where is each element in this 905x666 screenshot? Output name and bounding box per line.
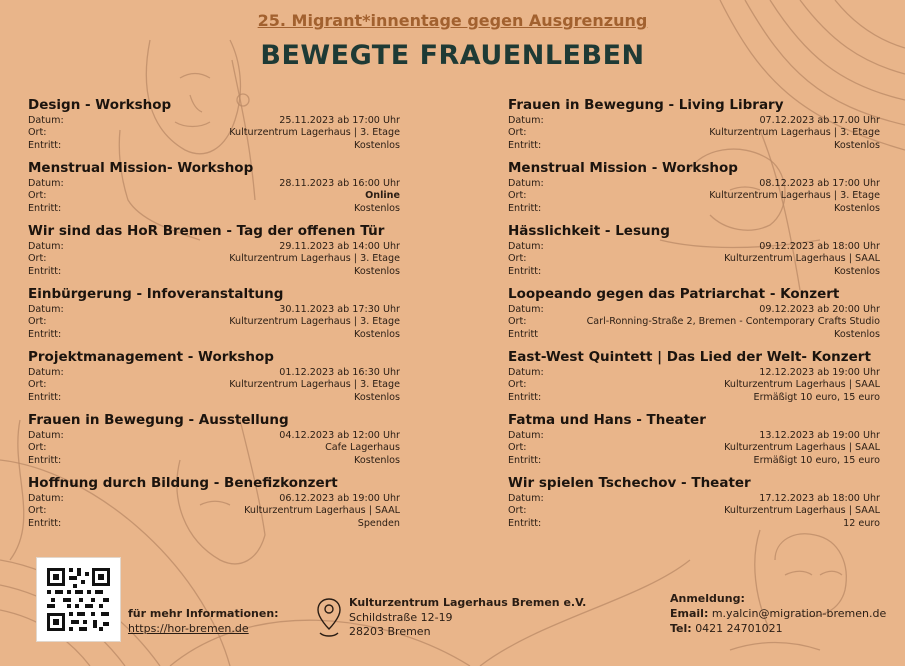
event-date-row	[28, 430, 400, 442]
venue-address	[349, 596, 586, 640]
event-date-value: 12.12.2023 ab 19:00 Uhr	[759, 367, 880, 378]
event-admission-label: Entritt:	[28, 454, 62, 466]
event-title: Hässlichkeit - Lesung	[508, 223, 670, 239]
event-location-value: Kulturzentrum Lagerhaus | SAAL	[724, 379, 880, 391]
left-event-column	[28, 96, 400, 537]
event-title: East-West Quintett | Das Lied der Welt- Konzert	[508, 349, 871, 365]
event-location-row	[28, 127, 400, 139]
tel-label: Tel:	[670, 622, 692, 635]
event-admission-label: Entritt:	[508, 202, 542, 214]
event-item	[508, 222, 880, 285]
event-date-label: Datum:	[508, 430, 544, 441]
event-admission-label: Entritt	[508, 328, 539, 340]
event-admission-row	[508, 455, 880, 467]
event-admission-value: Kostenlos	[354, 391, 400, 403]
event-admission-value: Kostenlos	[354, 328, 400, 340]
event-item	[28, 348, 400, 411]
phone-number[interactable]: 0421 24701021	[695, 622, 783, 635]
event-location-row	[508, 127, 880, 139]
event-admission-row	[28, 266, 400, 278]
event-date-row	[28, 367, 400, 379]
event-date-label: Datum:	[508, 367, 544, 378]
event-date-label: Datum:	[28, 367, 64, 378]
event-item	[508, 96, 880, 159]
event-item	[28, 159, 400, 222]
event-admission-row	[508, 266, 880, 278]
event-location-row	[508, 253, 880, 265]
event-location-row	[28, 253, 400, 265]
event-admission-label: Entritt:	[28, 391, 62, 403]
qr-code[interactable]	[36, 557, 121, 642]
qr-code-icon	[37, 558, 120, 641]
event-location-row	[28, 379, 400, 391]
event-location-label: Ort:	[508, 253, 527, 265]
event-date-value: 04.12.2023 ab 12:00 Uhr	[279, 430, 400, 441]
event-title: Loopeando gegen das Patriarchat - Konzert	[508, 286, 840, 302]
event-title: Frauen in Bewegung - Living Library	[508, 97, 784, 113]
event-item	[28, 96, 400, 159]
event-location-label: Ort:	[28, 379, 47, 391]
event-date-label: Datum:	[28, 115, 64, 126]
event-location-value: Kulturzentrum Lagerhaus | SAAL	[724, 253, 880, 265]
event-location-value: Kulturzentrum Lagerhaus | SAAL	[244, 505, 400, 517]
event-date-label: Datum:	[508, 304, 544, 315]
email-label: Email:	[670, 607, 709, 620]
event-admission-label: Entritt:	[28, 265, 62, 277]
event-admission-row	[28, 455, 400, 467]
event-date-row	[508, 115, 880, 127]
event-location-label: Ort:	[508, 442, 527, 454]
event-item	[28, 222, 400, 285]
event-title: Frauen in Bewegung - Ausstellung	[28, 412, 289, 428]
event-date-row	[28, 178, 400, 190]
event-date-value: 01.12.2023 ab 16:30 Uhr	[279, 367, 400, 378]
email-link[interactable]: m.yalcin@migration-bremen.de	[711, 607, 887, 620]
event-admission-label: Entritt:	[28, 328, 62, 340]
event-date-label: Datum:	[508, 178, 544, 189]
event-location-label: Ort:	[28, 442, 47, 454]
event-date-value: 07.12.2023 ab 17.00 Uhr	[759, 115, 880, 126]
event-title: Projektmanagement - Workshop	[28, 349, 274, 365]
event-location-row	[508, 379, 880, 391]
event-title: Menstrual Mission- Workshop	[28, 160, 254, 176]
event-item	[28, 474, 400, 537]
event-admission-label: Entritt:	[508, 517, 542, 529]
event-date-row	[508, 430, 880, 442]
event-location-label: Ort:	[28, 253, 47, 265]
event-admission-label: Entritt:	[508, 391, 542, 403]
venue-city: 28203 Bremen	[349, 625, 431, 638]
event-item	[508, 348, 880, 411]
event-admission-label: Entritt:	[28, 202, 62, 214]
event-location-label: Ort:	[508, 379, 527, 391]
event-location-label: Ort:	[28, 316, 47, 328]
event-item	[508, 159, 880, 222]
event-location-label: Ort:	[508, 190, 527, 202]
event-date-value: 09.12.2023 ab 18:00 Uhr	[759, 241, 880, 252]
event-date-row	[508, 241, 880, 253]
event-location-value: Kulturzentrum Lagerhaus | 3. Etage	[229, 127, 400, 139]
event-admission-value: 12 euro	[843, 517, 880, 529]
event-date-label: Datum:	[28, 304, 64, 315]
event-location-label: Ort:	[28, 190, 47, 202]
page-title: BEWEGTE FRAUENLEBEN	[260, 40, 645, 71]
event-date-value: 17.12.2023 ab 18:00 Uhr	[759, 493, 880, 504]
location-pin-icon	[316, 597, 342, 639]
event-title: Wir spielen Tschechov - Theater	[508, 475, 751, 491]
event-item	[508, 474, 880, 537]
event-location-value: Kulturzentrum Lagerhaus | 3. Etage	[709, 127, 880, 139]
more-info-label: für mehr Informationen:	[128, 607, 279, 620]
event-item	[508, 285, 880, 348]
event-admission-value: Ermäßigt 10 euro, 15 euro	[753, 391, 880, 403]
event-date-label: Datum:	[28, 241, 64, 252]
event-admission-label: Entritt:	[508, 454, 542, 466]
event-date-label: Datum:	[28, 430, 64, 441]
event-title: Hoffnung durch Bildung - Benefizkonzert	[28, 475, 338, 491]
event-admission-row	[28, 392, 400, 404]
event-location-label: Ort:	[508, 316, 527, 328]
event-admission-value: Kostenlos	[354, 139, 400, 151]
event-location-label: Ort:	[28, 127, 47, 139]
event-date-row	[28, 115, 400, 127]
event-admission-value: Kostenlos	[834, 265, 880, 277]
event-date-label: Datum:	[508, 493, 544, 504]
event-location-row	[28, 316, 400, 328]
website-link[interactable]: https://hor-bremen.de	[128, 622, 249, 635]
right-event-column	[508, 96, 880, 537]
event-location-value: Kulturzentrum Lagerhaus | SAAL	[724, 505, 880, 517]
event-date-value: 13.12.2023 ab 19:00 Uhr	[759, 430, 880, 441]
event-location-row	[508, 505, 880, 517]
event-date-row	[508, 304, 880, 316]
registration-contact	[670, 591, 886, 636]
event-date-label: Datum:	[28, 178, 64, 189]
event-admission-label: Entritt:	[508, 139, 542, 151]
event-title: Wir sind das HoR Bremen - Tag der offenen Tür	[28, 223, 385, 239]
event-admission-row	[28, 518, 400, 530]
event-title: Menstrual Mission - Workshop	[508, 160, 738, 176]
event-admission-row	[28, 329, 400, 341]
event-title: Fatma und Hans - Theater	[508, 412, 706, 428]
event-date-value: 29.11.2023 ab 14:00 Uhr	[279, 241, 400, 252]
event-admission-label: Entritt:	[28, 139, 62, 151]
top-title: 25. Migrant*innentage gegen Ausgrenzung	[257, 11, 648, 30]
event-title: Design - Workshop	[28, 97, 172, 113]
event-admission-row	[508, 140, 880, 152]
event-location-label: Ort:	[508, 127, 527, 139]
event-item	[28, 285, 400, 348]
event-location-label: Ort:	[28, 505, 47, 517]
event-location-value: Kulturzentrum Lagerhaus | 3. Etage	[709, 190, 880, 202]
event-admission-value: Kostenlos	[354, 265, 400, 277]
event-date-label: Datum:	[508, 241, 544, 252]
event-admission-row	[508, 203, 880, 215]
event-admission-row	[508, 329, 880, 341]
event-location-row	[28, 190, 400, 202]
event-date-value: 28.11.2023 ab 16:00 Uhr	[279, 178, 400, 189]
event-date-row	[508, 367, 880, 379]
venue-name: Kulturzentrum Lagerhaus Bremen e.V.	[349, 596, 587, 609]
event-location-row	[508, 316, 880, 328]
event-admission-label: Entritt:	[508, 265, 542, 277]
event-admission-value: Kostenlos	[354, 202, 400, 214]
event-location-label: Ort:	[508, 505, 527, 517]
event-location-value: Kulturzentrum Lagerhaus | 3. Etage	[229, 253, 400, 265]
event-admission-value: Kostenlos	[834, 202, 880, 214]
event-admission-value: Kostenlos	[354, 454, 400, 466]
event-admission-label: Entritt:	[28, 517, 62, 529]
event-location-row	[508, 190, 880, 202]
event-date-label: Datum:	[508, 115, 544, 126]
event-date-value: 06.12.2023 ab 19:00 Uhr	[279, 493, 400, 504]
event-date-value: 09.12.2023 ab 20:00 Uhr	[759, 304, 880, 315]
event-location-value: Kulturzentrum Lagerhaus | SAAL	[724, 442, 880, 454]
event-date-row	[28, 304, 400, 316]
event-date-label: Datum:	[28, 493, 64, 504]
event-item	[28, 411, 400, 474]
event-date-row	[508, 178, 880, 190]
event-location-value: Carl-Ronning-Straße 2, Bremen - Contemporary Crafts Studio	[586, 316, 880, 328]
event-date-row	[508, 493, 880, 505]
event-location-row	[28, 505, 400, 517]
event-admission-row	[508, 518, 880, 530]
event-location-value: Online	[365, 190, 400, 202]
event-admission-row	[28, 140, 400, 152]
event-location-value: Kulturzentrum Lagerhaus | 3. Etage	[229, 316, 400, 328]
event-location-row	[28, 442, 400, 454]
event-date-value: 30.11.2023 ab 17:30 Uhr	[279, 304, 400, 315]
event-date-row	[28, 241, 400, 253]
event-item	[508, 411, 880, 474]
registration-label: Anmeldung:	[670, 592, 745, 605]
event-admission-value: Ermäßigt 10 euro, 15 euro	[753, 454, 880, 466]
venue-street: Schildstraße 12-19	[349, 610, 453, 624]
event-date-row	[28, 493, 400, 505]
event-admission-value: Spenden	[357, 517, 400, 529]
event-location-value: Kulturzentrum Lagerhaus | 3. Etage	[229, 379, 400, 391]
event-location-row	[508, 442, 880, 454]
event-admission-value: Kostenlos	[834, 328, 880, 340]
event-location-value: Cafe Lagerhaus	[325, 442, 400, 454]
more-info-block	[128, 606, 279, 636]
event-title: Einbürgerung - Infoveranstaltung	[28, 286, 284, 302]
event-date-value: 08.12.2023 ab 17:00 Uhr	[759, 178, 880, 189]
event-admission-row	[28, 203, 400, 215]
event-date-value: 25.11.2023 ab 17:00 Uhr	[279, 115, 400, 126]
event-admission-row	[508, 392, 880, 404]
event-admission-value: Kostenlos	[834, 139, 880, 151]
